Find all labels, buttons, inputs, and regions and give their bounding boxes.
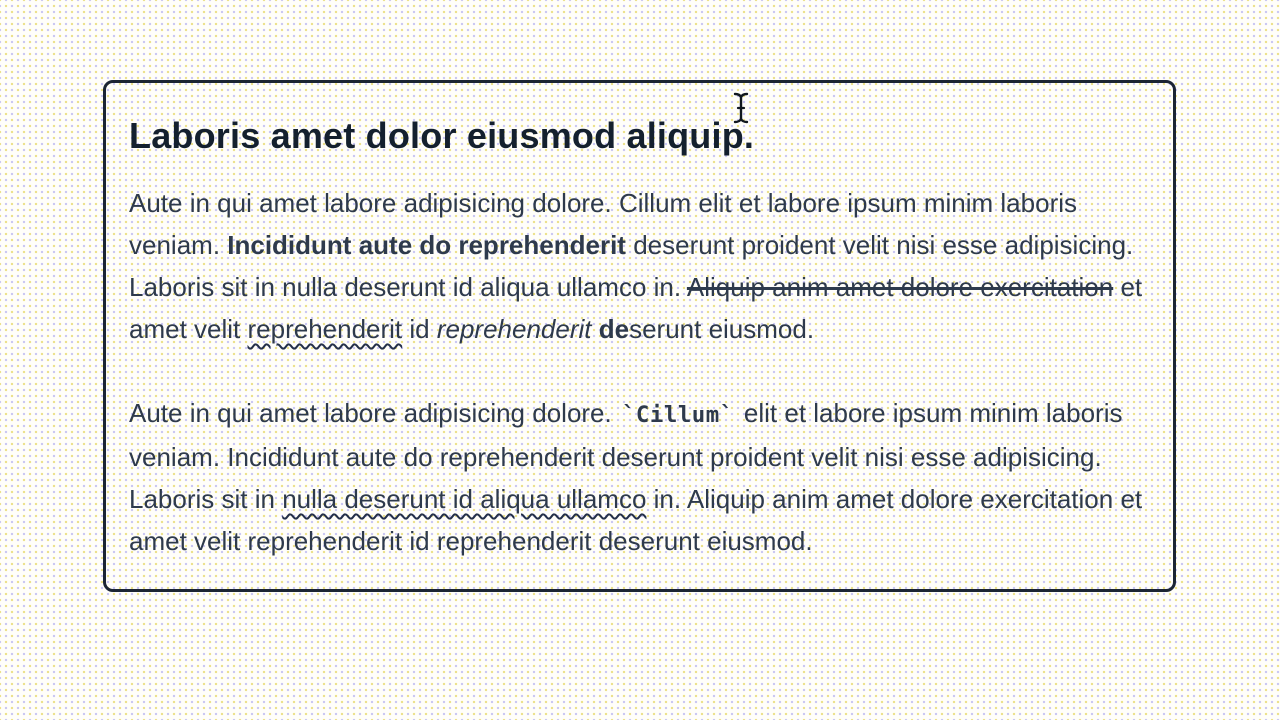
text-run-italic: reprehenderit [436,313,592,344]
paragraph-1[interactable] [129,182,1150,350]
text-run-strike: Aliquip anim amet dolore exercitation [686,271,1114,302]
text-run-plain: Aute in qui amet labore adipisicing dolore. [129,397,619,428]
paragraph-2[interactable] [129,392,1150,562]
text-run-plain: elit et labore ipsum minim laboris veniam. Incididunt aute do reprehenderit deserunt proident velit nisi esse adipisicing. Laboris sit in [129,397,1123,514]
text-run-wavy: reprehenderit [247,313,403,344]
text-run-plain: deserunt proident velit nisi esse adipisicing. Laboris sit in nulla deserunt id aliqua ullamco in. [129,229,1134,302]
text-run-bold: Incididunt aute do reprehenderit [227,229,626,260]
text-run-wavy: nulla deserunt id aliqua ullamco [282,483,647,514]
editor-card[interactable] [103,80,1176,592]
text-run-plain: serunt eiusmod. [629,313,815,344]
text-run-bold: de [598,313,630,344]
text-run-plain [592,314,599,344]
text-run-plain: in. Aliquip anim amet dolore exercitation et amet velit reprehenderit id reprehenderit deserunt eiusmod. [129,483,1143,556]
document-heading[interactable]: Laboris amet dolor eiusmod aliquip. [129,115,755,156]
text-run-plain: id [402,313,437,344]
text-run-code: `Cillum` [621,401,734,428]
text-run-plain: Aute in qui amet labore adipisicing dolore. Cillum elit et labore ipsum minim laboris veniam. [129,187,1077,260]
text-run-plain: et amet velit [129,271,1143,344]
